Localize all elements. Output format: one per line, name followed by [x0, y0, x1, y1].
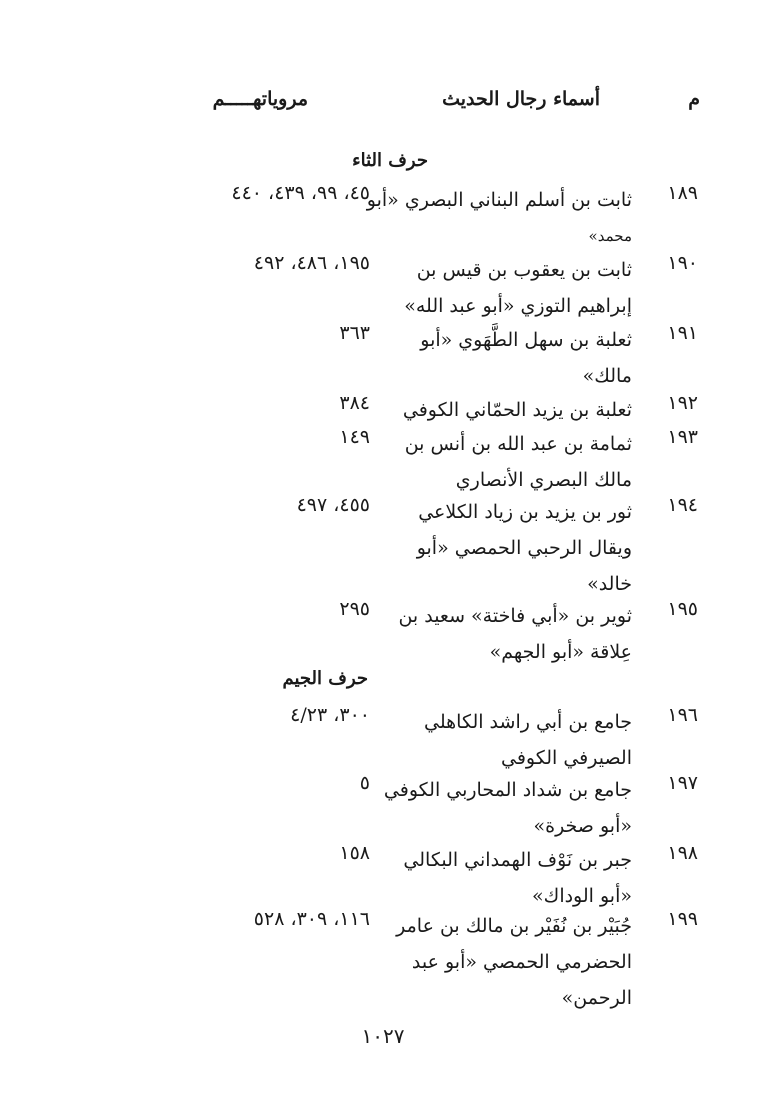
name-line: «أبو الوداك» [532, 885, 632, 907]
narration-refs: ٥ [359, 772, 370, 794]
narrator-name [394, 426, 632, 498]
name-line: ثعلبة بن يزيد الحمّاني الكوفي [402, 399, 632, 421]
narrator-name [394, 598, 632, 670]
name-line: جبر بن نَوْف الهمداني البكالي [403, 849, 632, 871]
name-line: الرحمن» [561, 987, 632, 1009]
name-line: ثمامة بن عبد الله بن أنس بن [404, 433, 632, 455]
narration-refs: ٤٥، ٩٩، ٤٣٩، ٤٤٠ [231, 182, 370, 204]
narrator-name [394, 908, 632, 1016]
name-line: ثوير بن «أبي فاختة» سعيد بن [398, 605, 632, 627]
name-line: ويقال الرحبي الحمصي «أبو [416, 537, 632, 559]
narrator-name [366, 182, 632, 254]
name-line: محمد» [588, 227, 632, 245]
narration-refs: ٣٠٠، ٤/٢٣ [290, 704, 370, 726]
name-line: «أبو صخرة» [533, 815, 632, 837]
entry-number: ١٩٥ [667, 598, 698, 620]
narrator-name [383, 772, 632, 844]
name-line: ثور بن يزيد بن زياد الكلاعي [418, 501, 632, 523]
narrator-name [394, 322, 632, 394]
name-line: جُبَيْر بن نُفَيْر بن مالك بن عامر [396, 915, 632, 937]
narration-refs: ٤٥٥، ٤٩٧ [296, 494, 370, 516]
name-line: عِلاقة «أبو الجهم» [489, 641, 632, 663]
narration-refs: ٣٦٣ [339, 322, 370, 344]
name-line: جامع بن أبي راشد الكاهلي [424, 711, 632, 733]
entry-number: ١٩٨ [667, 842, 698, 864]
narration-refs: ١٤٩ [339, 426, 370, 448]
entry-number: ١٨٩ [667, 182, 698, 204]
name-line: جامع بن شداد المحاربي الكوفي [383, 779, 632, 801]
section-header-tha: حرف الثاء [352, 150, 428, 171]
entry-number: ١٩٤ [667, 494, 698, 516]
entry-number: ١٩٠ [667, 252, 698, 274]
name-line: مالك» [582, 365, 632, 387]
column-header-narrations: مروياتهـــــم [212, 88, 308, 110]
narration-refs: ١٩٥، ٤٨٦، ٤٩٢ [253, 252, 370, 274]
name-line: مالك البصري الأنصاري [455, 469, 632, 491]
column-header-names: أسماء رجال الحديث [442, 88, 600, 110]
narrator-name [394, 252, 632, 324]
entry-number: ١٩٩ [667, 908, 698, 930]
narrator-name [394, 494, 632, 602]
entry-number: ١٩٣ [667, 426, 698, 448]
entry-number: ١٩٢ [667, 392, 698, 414]
narration-refs: ١٥٨ [339, 842, 370, 864]
name-line: إبراهيم التوزي «أبو عبد الله» [404, 295, 632, 317]
page-number: ١٠٢٧ [361, 1024, 405, 1048]
section-header-jim: حرف الجيم [282, 668, 368, 689]
column-header-number: م [688, 88, 700, 110]
narrator-name [394, 392, 632, 428]
name-line: الحضرمي الحمصي «أبو عبد [411, 951, 632, 973]
narration-refs: ٢٩٥ [339, 598, 370, 620]
entry-number: ١٩١ [667, 322, 698, 344]
narrator-name [394, 842, 632, 914]
name-line: ثابت بن يعقوب بن قيس بن [416, 259, 632, 281]
name-line: الصيرفي الكوفي [500, 747, 632, 769]
entry-number: ١٩٦ [667, 704, 698, 726]
narration-refs: ١١٦، ٣٠٩، ٥٢٨ [253, 908, 370, 930]
name-line: خالد» [587, 573, 632, 595]
entry-number: ١٩٧ [667, 772, 698, 794]
name-line: ثابت بن أسلم البناني البصري «أبو [366, 189, 632, 211]
narrator-name [394, 704, 632, 776]
name-line: ثعلبة بن سهل الطَّهَوي «أبو [420, 329, 632, 351]
narration-refs: ٣٨٤ [339, 392, 370, 414]
